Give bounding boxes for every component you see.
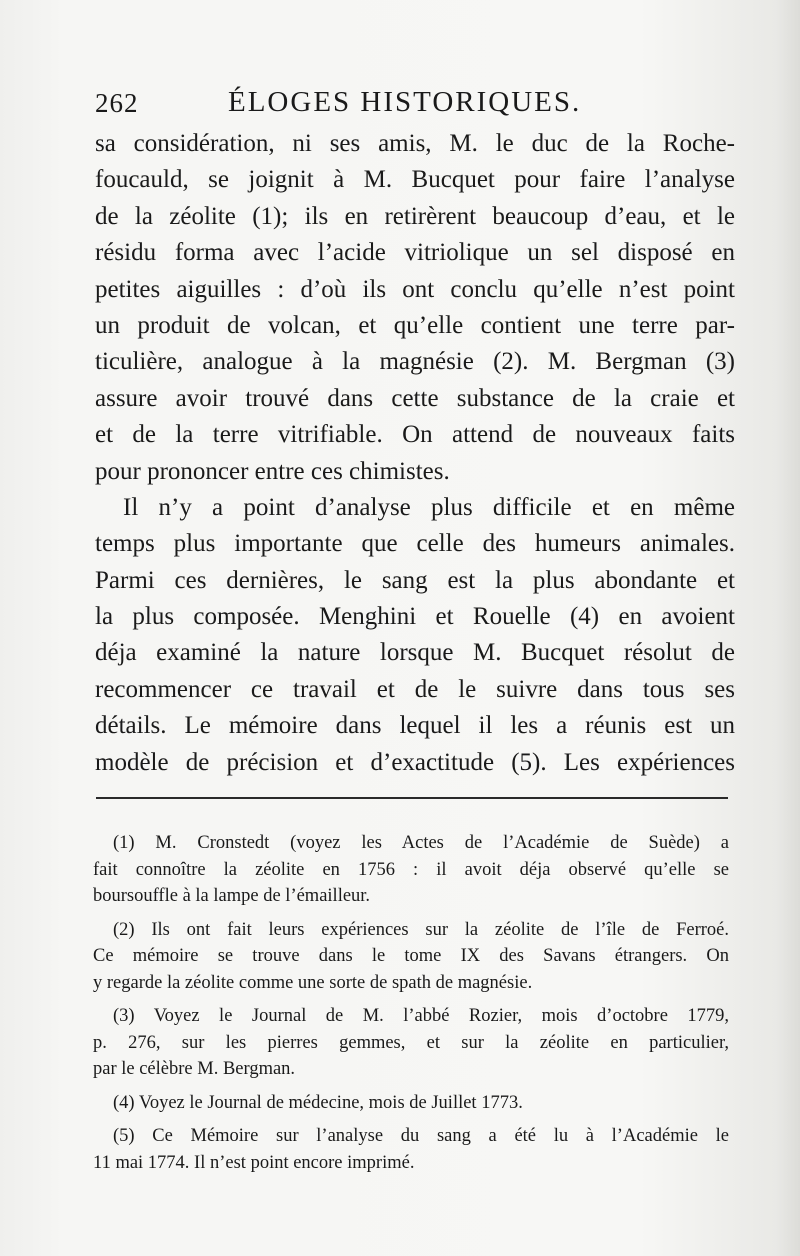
page-number: 262 — [95, 88, 139, 118]
body-line: temps plus importante que celle des humeurs animales. — [95, 530, 735, 558]
footnote-line: boursouffle à la lampe de l’émailleur. — [93, 886, 371, 906]
footnote-line: Ce mémoire se trouve dans le tome IX des Savans étrangers. On — [93, 946, 729, 966]
footnote-2 — [93, 917, 729, 997]
body-line: sa considération, ni ses amis, M. le duc de la Roche- — [95, 130, 735, 157]
running-title: ÉLOGES HISTORIQUES. — [228, 86, 582, 118]
footnote-line: fait connoître la zéolite en 1756 : il avoit déja observé qu’elle se — [93, 859, 729, 880]
footnote-line: (1) M. Cronstedt (voyez les Actes de l’Académie de Suède) a — [113, 833, 729, 853]
footnote-line: p. 276, sur les pierres gemmes, et sur la zéolite en particulier, — [93, 1032, 729, 1053]
body-line: un produit de volcan, et qu’elle contient une terre par- — [95, 311, 735, 339]
body-line: résidu forma avec l’acide vitriolique un sel disposé en — [95, 239, 735, 267]
footnotes — [93, 830, 729, 1176]
body-line: ticulière, analogue à la magnésie (2). M. Bergman (3) — [95, 348, 735, 376]
footnote-line: (3) Voyez le Journal de M. l’abbé Rozier, mois d’octobre 1779, — [113, 1006, 729, 1026]
body-line: déja examiné la nature lorsque M. Bucquet résolut de — [95, 639, 735, 667]
footnote-line: (2) Ils ont fait leurs expériences sur la zéolite de l’île de Ferroé. — [113, 919, 729, 940]
body-line: et de la terre vitrifiable. On attend de nouveaux faits — [95, 421, 735, 449]
footnote-line: (4) Voyez le Journal de médecine, mois de Juillet 1773. — [113, 1092, 523, 1113]
body-line: pour prononcer entre ces chimistes. — [95, 457, 450, 485]
footnote-4 — [93, 1090, 729, 1117]
body-line: détails. Le mémoire dans lequel il les a réunis est un — [95, 712, 735, 740]
footnote-line: (5) Ce Mémoire sur l’analyse du sang a été lu à l’Académie le — [113, 1126, 729, 1146]
body-line: assure avoir trouvé dans cette substance de la craie et — [95, 384, 735, 412]
footnote-line: 11 mai 1774. Il n’est point encore imprimé. — [93, 1152, 415, 1173]
body-line: Il n’y a point d’analyse plus difficile et en même — [123, 493, 735, 521]
body-line: de la zéolite (1); ils en retirèrent beaucoup d’eau, et le — [95, 202, 735, 230]
body-line: foucauld, se joignit à M. Bucquet pour faire l’analyse — [95, 166, 735, 194]
footnote-3 — [93, 1003, 729, 1083]
body-line: la plus composée. Menghini et Rouelle (4) en avoient — [95, 603, 735, 631]
footnote-line: y regarde la zéolite comme une sorte de spath de magnésie. — [93, 972, 533, 993]
page-header — [95, 84, 735, 124]
body-line: petites aiguilles : d’où ils ont conclu qu’elle n’est point — [95, 275, 735, 303]
body-text — [95, 126, 735, 781]
body-line: recommencer ce travail et de le suivre dans tous ses — [95, 675, 735, 703]
body-line: modèle de précision et d’exactitude (5). Les expériences — [95, 748, 735, 776]
footnote-line: par le célèbre M. Bergman. — [93, 1059, 296, 1079]
footnote-5 — [93, 1123, 729, 1176]
body-line: Parmi ces dernières, le sang est la plus abondante et — [95, 566, 735, 594]
footnote-1 — [93, 830, 729, 910]
footnote-divider — [96, 797, 728, 799]
